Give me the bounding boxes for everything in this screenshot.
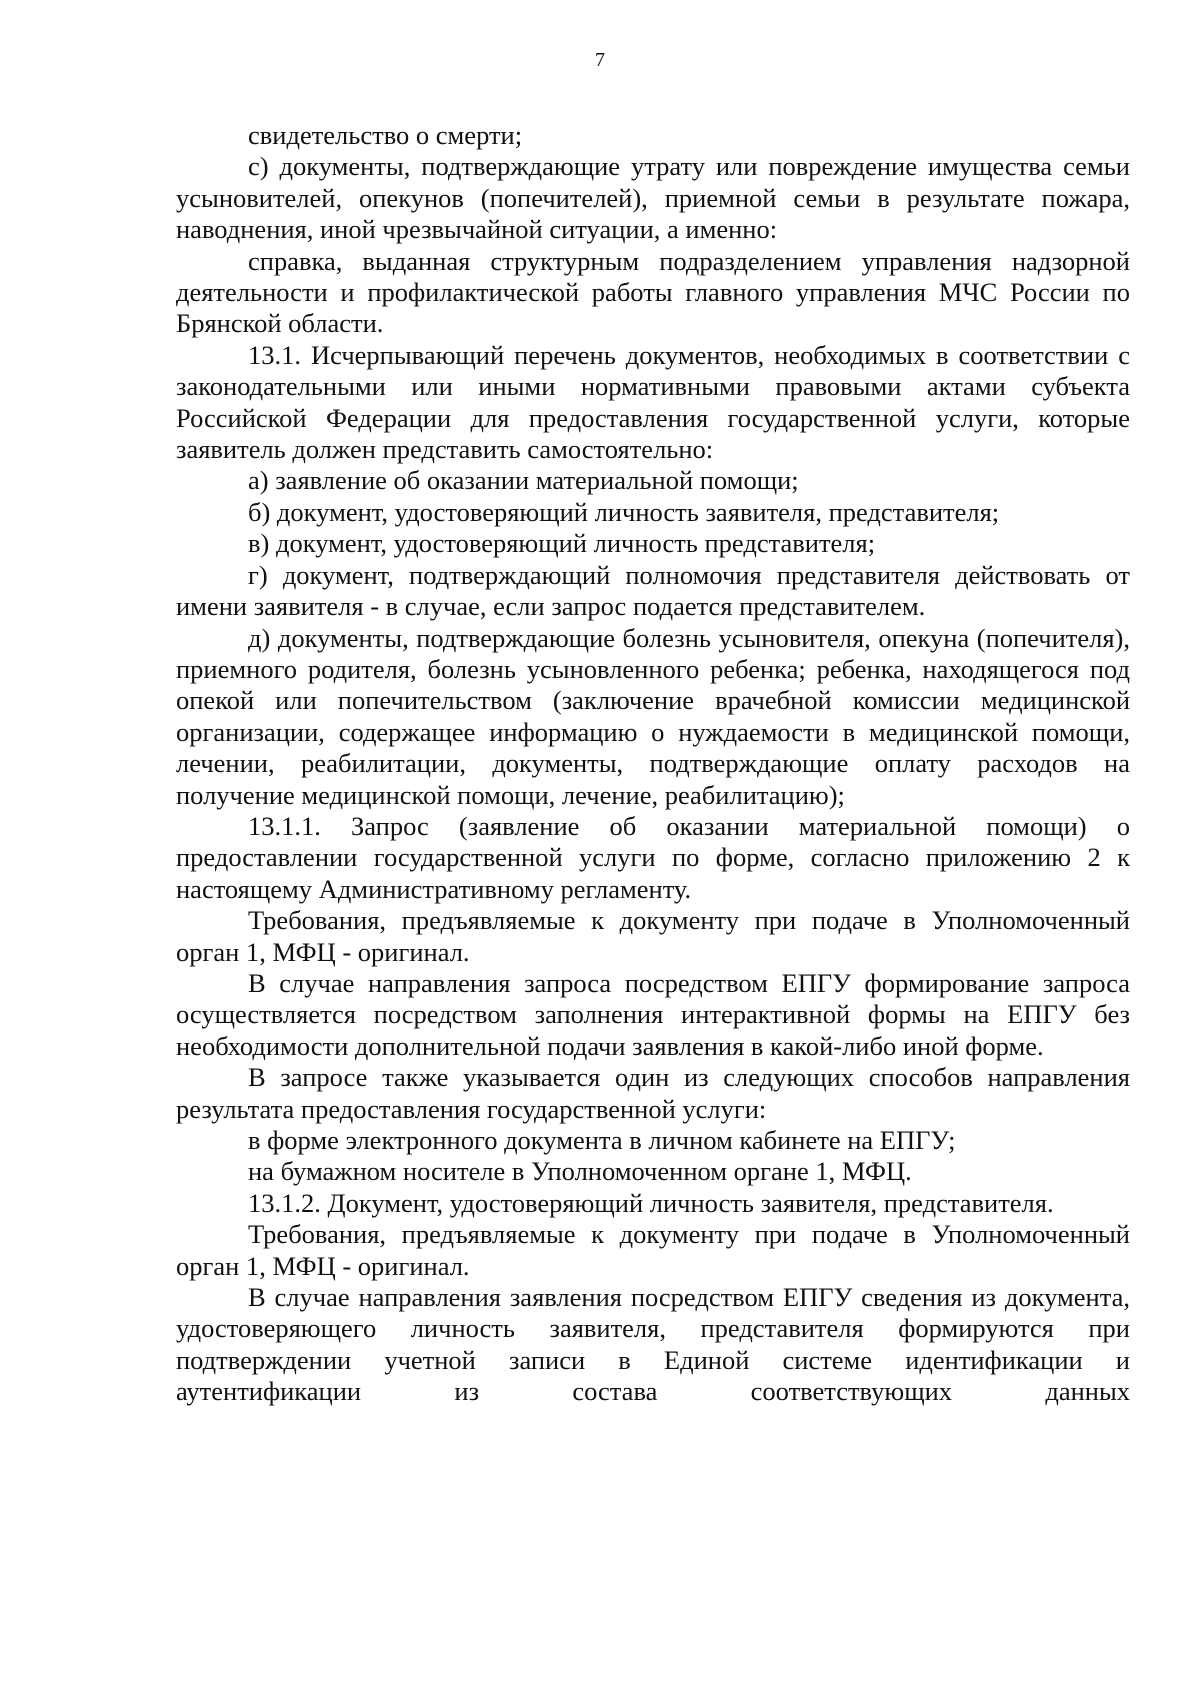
paragraph: В запросе также указывается один из следующих способов направления результата предоставления государственной услуги:: [176, 1062, 1130, 1124]
paragraph: д) документы, подтверждающие болезнь усыновителя, опекуна (попечителя), приемного родителя, болезнь усыновленного ребенка; ребенка, находящегося под опекой или попечительством (заключение врачебной комиссии медицинской организации, содержащее информацию о нуждаемости в медицинской помощи, лечении, реабилитации, документы, подтверждающие оплату расходов на получение медицинской помощи, лечение, реабилитацию);: [176, 622, 1130, 810]
paragraph: В случае направления заявления посредством ЕПГУ сведения из документа, удостоверяющего личность заявителя, представителя формируются при подтверждении учетной записи в Единой системе идентификации и аутентификации из состава соответствующих данных: [176, 1282, 1130, 1407]
page-number: 7: [595, 49, 605, 71]
paragraph: 13.1. Исчерпывающий перечень документов, необходимых в соответствии с законодательными или иными нормативными правовыми актами субъекта Российской Федерации для предоставления государственной услуги, которые заявитель должен представить самостоятельно:: [176, 339, 1130, 465]
paragraph: 13.1.1. Запрос (заявление об оказании материальной помощи) о предоставлении государственной услуги по форме, согласно приложению 2 к настоящему Административному регламенту.: [176, 810, 1130, 904]
paragraph: В случае направления запроса посредством ЕПГУ формирование запроса осуществляется посредством заполнения интерактивной формы на ЕПГУ без необходимости дополнительной подачи заявления в какой-либо иной форме.: [176, 967, 1130, 1061]
paragraph: б) документ, удостоверяющий личность заявителя, представителя;: [248, 496, 1000, 527]
paragraph: с) документы, подтверждающие утрату или повреждение имущества семьи усыновителей, опекунов (попечителей), приемной семьи в результате пожара, наводнения, иной чрезвычайной ситуации, а именно:: [176, 151, 1130, 245]
paragraph: справка, выданная структурным подразделением управления надзорной деятельности и профилактической работы главного управления МЧС России по Брянской области.: [176, 245, 1130, 339]
paragraph: Требования, предъявляемые к документу при подаче в Уполномоченный орган 1, МФЦ - оригинал.: [176, 1219, 1130, 1281]
paragraph: а) заявление об оказании материальной помощи;: [248, 465, 799, 496]
paragraph: г) документ, подтверждающий полномочия представителя действовать от имени заявителя - в случае, если запрос подается представителем.: [176, 559, 1130, 622]
paragraph: свидетельство о смерти;: [248, 120, 523, 150]
document-body: [176, 120, 1130, 1408]
paragraph: Требования, предъявляемые к документу при подаче в Уполномоченный орган 1, МФЦ - оригинал.: [176, 905, 1130, 967]
paragraph: 13.1.2. Документ, удостоверяющий личность заявителя, представителя.: [248, 1187, 1054, 1218]
paragraph: в) документ, удостоверяющий личность представителя;: [248, 528, 876, 559]
paragraph: на бумажном носителе в Уполномоченном органе 1, МФЦ.: [248, 1156, 912, 1187]
paragraph: в форме электронного документа в личном кабинете на ЕПГУ;: [248, 1125, 956, 1155]
